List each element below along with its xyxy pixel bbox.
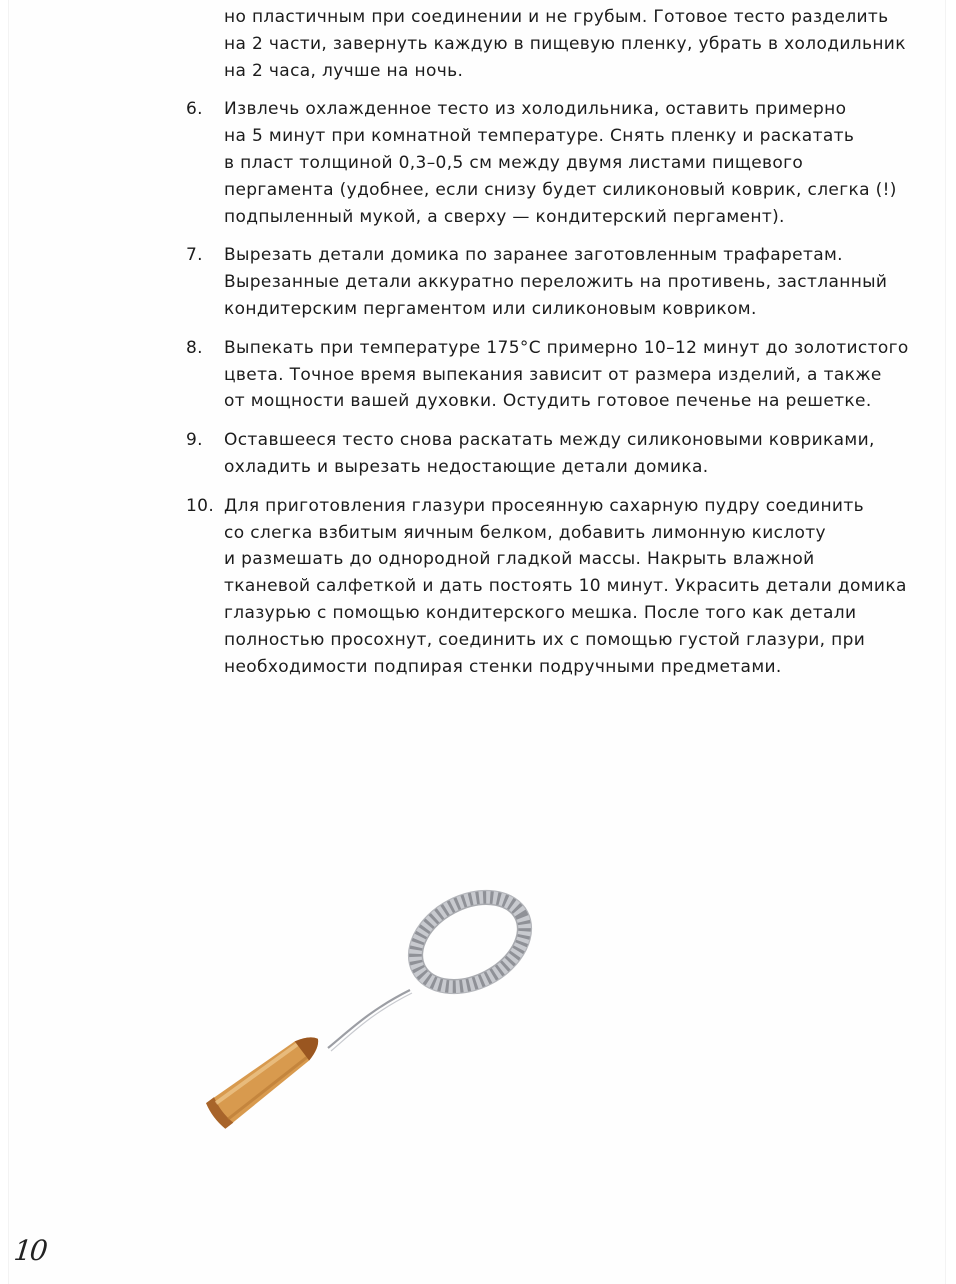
step-number: 9.: [186, 430, 203, 451]
text-line: Для приготовления глазури просеянную сахарную пудру соединить: [224, 495, 864, 516]
text-line: на 2 часа, лучше на ночь.: [224, 60, 464, 81]
text-line: полностью просохнут, соединить их с помощью густой глазури, при: [224, 629, 866, 650]
page-number: 10: [12, 1234, 48, 1267]
text-line: на 5 минут при комнатной температуре. Снять пленку и раскатать: [224, 126, 855, 147]
text-line: Вырезанные детали аккуратно переложить на противень, застланный: [224, 272, 888, 293]
recipe-text: [0, 4, 956, 680]
step-6: [0, 96, 956, 230]
step-10: [0, 493, 956, 681]
text-line: от мощности вашей духовки. Остудить готовое печенье на решетке.: [224, 391, 872, 412]
text-line: и размешать до однородной гладкой массы. Накрыть влажной: [224, 549, 815, 570]
text-line: в пласт толщиной 0,3–0,5 см между двумя листами пищевого: [224, 152, 804, 173]
intro-paragraph: [0, 4, 956, 84]
step-9: [0, 427, 956, 481]
step-7: [0, 242, 956, 322]
text-line: Оставшееся тесто снова раскатать между силиконовыми ковриками,: [224, 430, 875, 451]
text-line: но пластичным при соединении и не грубым. Готовое тесто разделить: [224, 7, 889, 27]
step-number: 10.: [186, 495, 215, 516]
text-line: цвета. Точное время выпекания зависит от размера изделий, а также: [224, 364, 882, 385]
text-line: Вырезать детали домика по заранее заготовленным трафаретам.: [224, 245, 843, 266]
step-number: 6.: [186, 99, 203, 120]
text-line: охладить и вырезать недостающие детали домика.: [224, 456, 709, 477]
text-line: тканевой салфеткой и дать постоять 10 минут. Украсить детали домика: [224, 576, 907, 597]
text-line: со слегка взбитым яичным белком, добавить лимонную кислоту: [224, 522, 826, 543]
whisk-icon: [200, 870, 550, 1140]
text-line: кондитерским пергаментом или силиконовым ковриком.: [224, 298, 757, 319]
step-8: [0, 335, 956, 415]
step-number: 7.: [186, 245, 203, 266]
text-line: глазурью с помощью кондитерского мешка. После того как детали: [224, 602, 857, 623]
text-line: Выпекать при температуре 175°С примерно 10–12 минут до золотистого: [224, 337, 909, 358]
text-line: необходимости подпирая стенки подручными предметами.: [224, 656, 782, 677]
text-line: пергамента (удобнее, если снизу будет силиконовый коврик, слегка (!): [224, 179, 897, 200]
whisk-illustration: [200, 870, 550, 1140]
text-line: подпыленный мукой, а сверху — кондитерский пергамент).: [224, 206, 785, 227]
text-line: на 2 части, завернуть каждую в пищевую пленку, убрать в холодильник: [224, 33, 906, 54]
text-line: Извлечь охлажденное тесто из холодильника, оставить примерно: [224, 99, 847, 120]
step-number: 8.: [186, 337, 203, 358]
